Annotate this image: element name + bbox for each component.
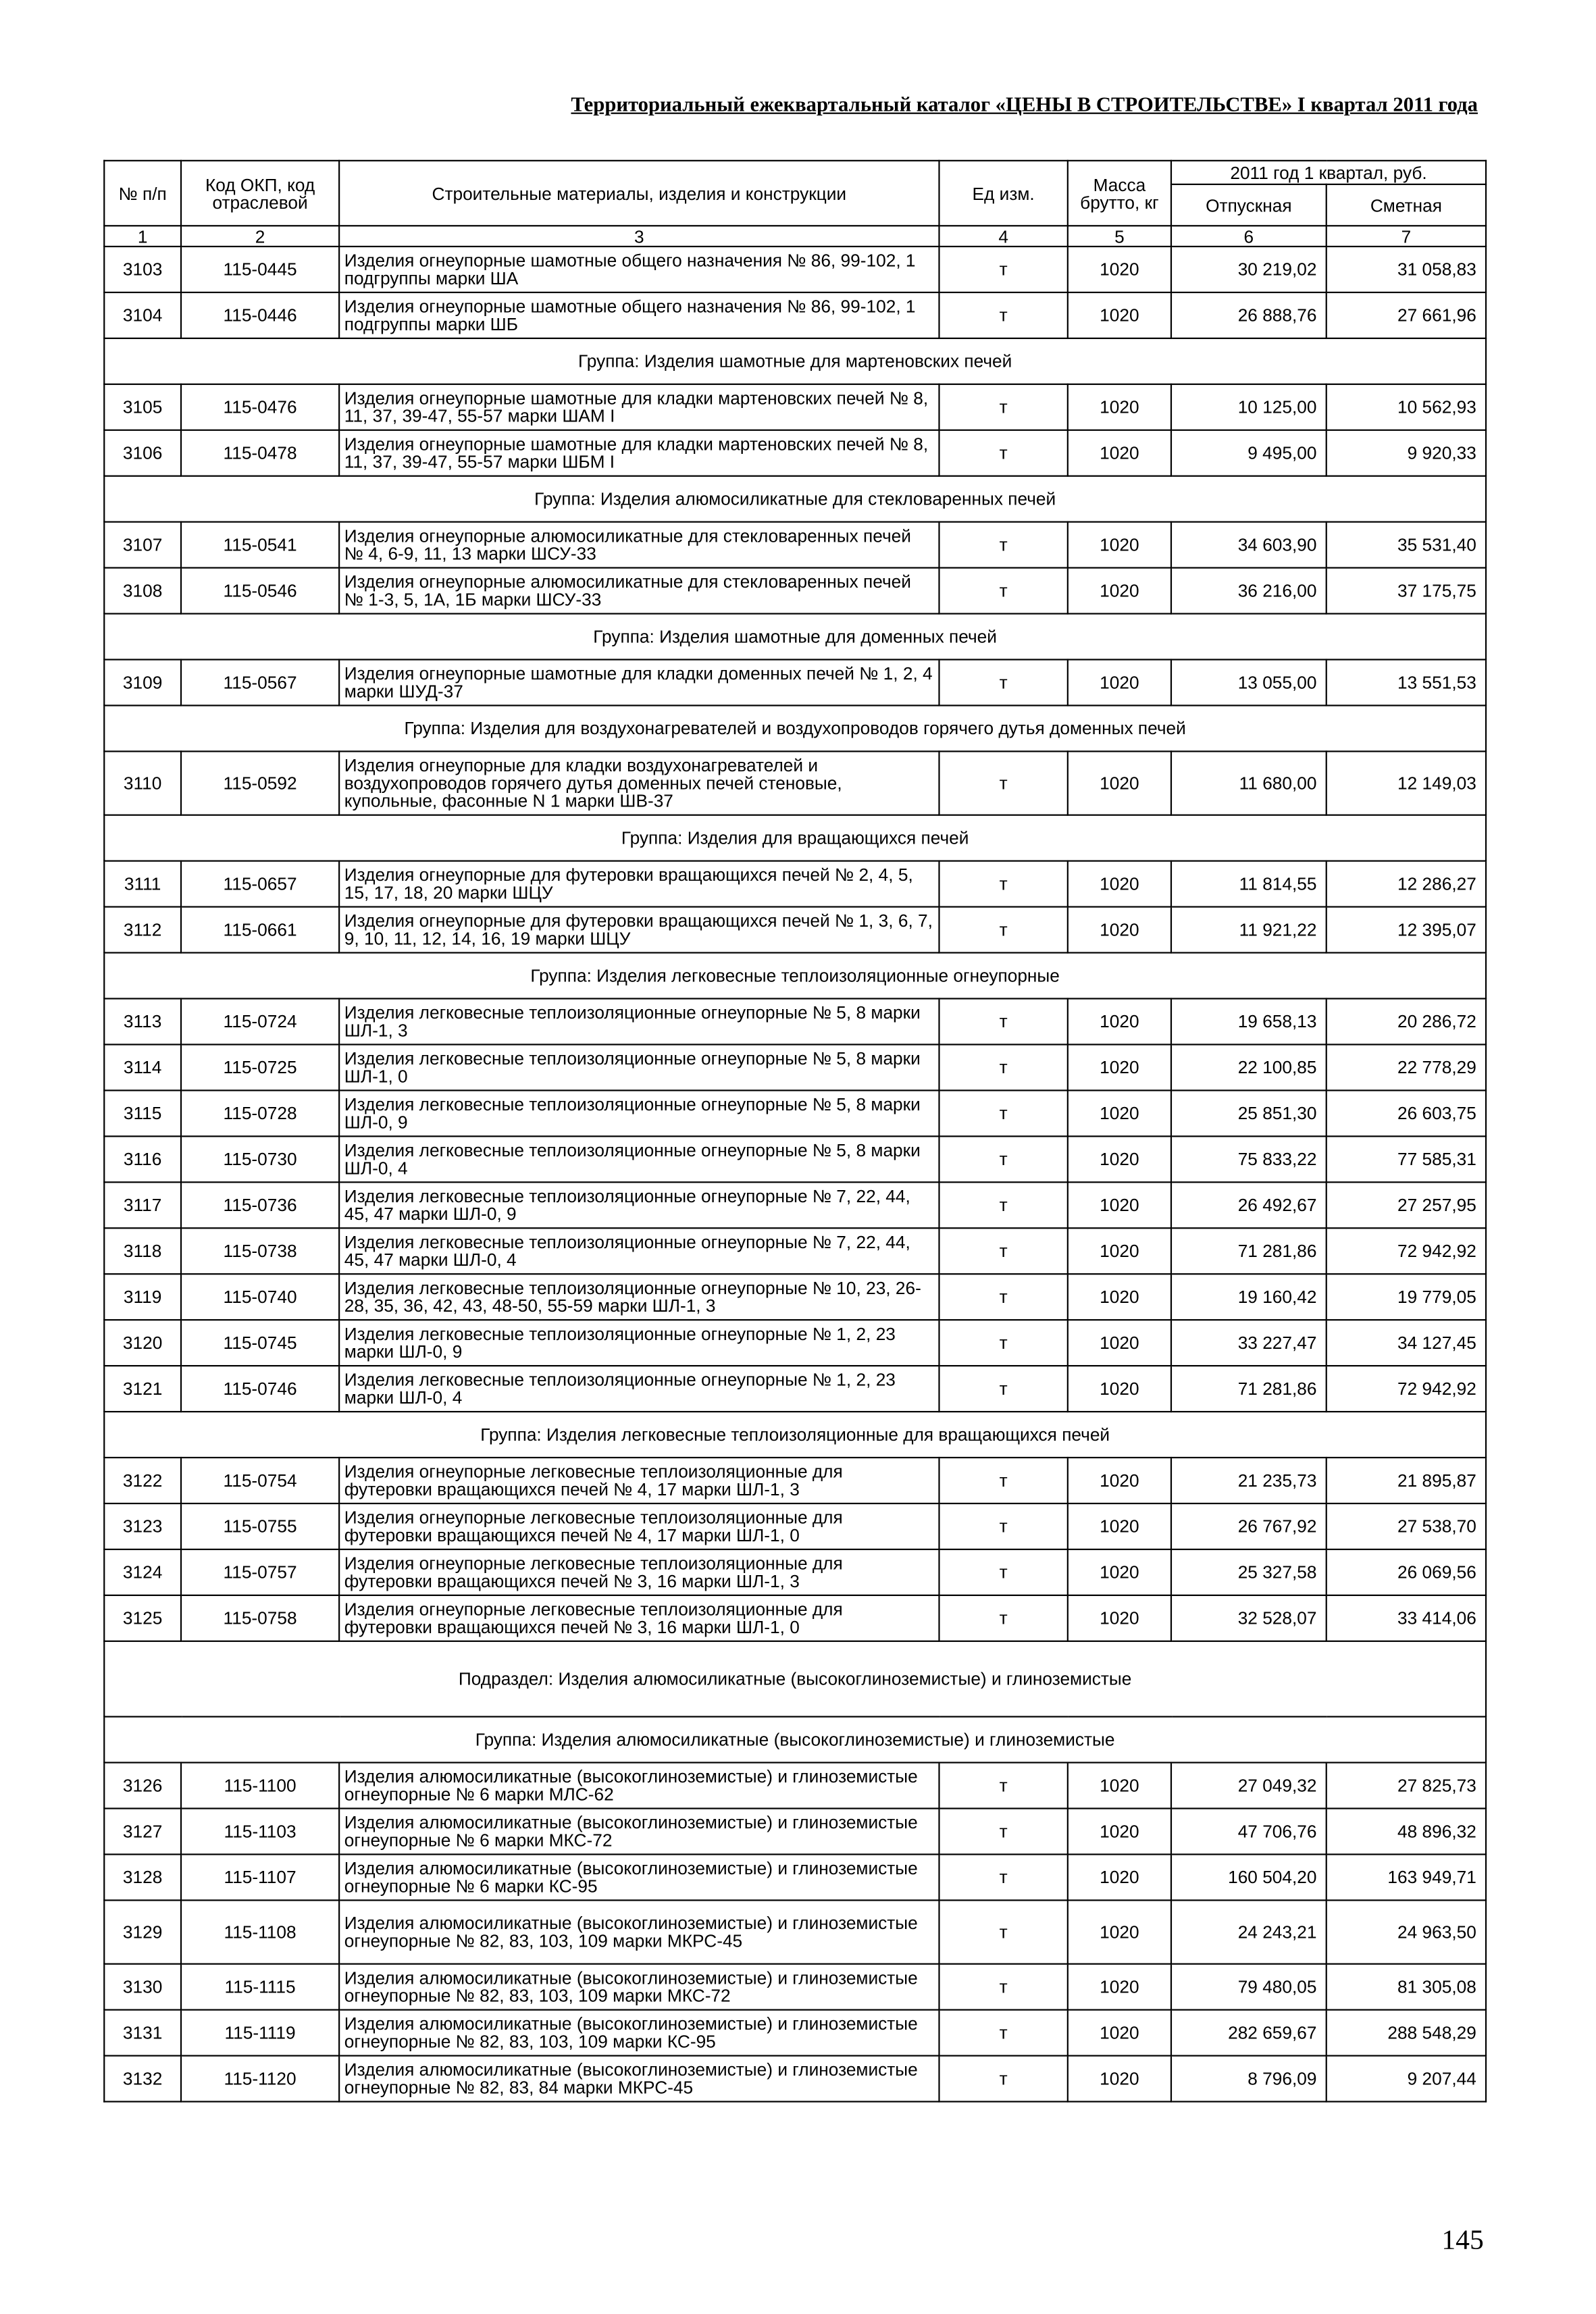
- col-estimate-header: Сметная: [1327, 184, 1486, 226]
- cell-estimate-price: 20 286,72: [1327, 999, 1486, 1045]
- cell-estimate-price: 12 395,07: [1327, 907, 1486, 953]
- group-title: Группа: Изделия алюмосиликатные для стекловаренных печей: [104, 476, 1486, 522]
- cell-unit: т: [939, 247, 1067, 292]
- cell-unit: т: [939, 1044, 1067, 1090]
- cell-material: Изделия огнеупорные шамотные общего назначения № 86, 99-102, 1 подгруппы марки ША: [339, 247, 939, 292]
- cell-unit: т: [939, 1274, 1067, 1320]
- cell-estimate-price: 48 896,32: [1327, 1809, 1486, 1855]
- table-row: [104, 2056, 1486, 2102]
- cell-num: 3127: [104, 1809, 181, 1855]
- col-index: 3: [339, 226, 939, 247]
- cell-release-price: 25 851,30: [1171, 1090, 1327, 1136]
- table-row: [104, 1458, 1486, 1503]
- cell-mass: 1020: [1068, 1809, 1171, 1855]
- cell-mass: 1020: [1068, 2010, 1171, 2056]
- cell-okp-code: 115-0758: [181, 1595, 339, 1641]
- cell-okp-code: 115-0724: [181, 999, 339, 1045]
- cell-estimate-price: 12 286,27: [1327, 861, 1486, 907]
- cell-release-price: 13 055,00: [1171, 660, 1327, 706]
- group-row: [104, 705, 1486, 751]
- cell-release-price: 26 492,67: [1171, 1182, 1327, 1228]
- cell-unit: т: [939, 861, 1067, 907]
- cell-material: Изделия огнеупорные алюмосиликатные для стекловаренных печей № 1-3, 5, 1А, 1Б марки ШСУ-33: [339, 568, 939, 614]
- cell-num: 3130: [104, 1964, 181, 2010]
- cell-material: Изделия легковесные теплоизоляционные огнеупорные № 5, 8 марки ШЛ-0, 9: [339, 1090, 939, 1136]
- cell-num: 3103: [104, 247, 181, 292]
- cell-estimate-price: 34 127,45: [1327, 1320, 1486, 1366]
- cell-release-price: 19 658,13: [1171, 999, 1327, 1045]
- group-row: [104, 1412, 1486, 1458]
- cell-unit: т: [939, 568, 1067, 614]
- table-row: [104, 1595, 1486, 1641]
- cell-num: 3124: [104, 1549, 181, 1595]
- cell-material: Изделия алюмосиликатные (высокоглиноземистые) и глиноземистые огнеупорные № 82, 83, 84 марки МКРС-45: [339, 2056, 939, 2102]
- cell-release-price: 30 219,02: [1171, 247, 1327, 292]
- cell-estimate-price: 21 895,87: [1327, 1458, 1486, 1503]
- cell-unit: т: [939, 999, 1067, 1045]
- cell-mass: 1020: [1068, 1274, 1171, 1320]
- cell-estimate-price: 24 963,50: [1327, 1900, 1486, 1963]
- cell-okp-code: 115-0728: [181, 1090, 339, 1136]
- header-row-top: [104, 161, 1486, 184]
- cell-unit: т: [939, 1228, 1067, 1274]
- cell-mass: 1020: [1068, 1458, 1171, 1503]
- cell-material: Изделия алюмосиликатные (высокоглиноземистые) и глиноземистые огнеупорные № 6 марки МКС-72: [339, 1809, 939, 1855]
- cell-material: Изделия огнеупорные легковесные теплоизоляционные для футеровки вращающихся печей № 4, 17 марки ШЛ-1, 3: [339, 1458, 939, 1503]
- cell-unit: т: [939, 1763, 1067, 1809]
- cell-mass: 1020: [1068, 2056, 1171, 2102]
- group-title: Группа: Изделия шамотные для доменных печей: [104, 614, 1486, 660]
- table-row: [104, 751, 1486, 815]
- cell-num: 3117: [104, 1182, 181, 1228]
- cell-release-price: 33 227,47: [1171, 1320, 1327, 1366]
- cell-unit: т: [939, 751, 1067, 815]
- cell-unit: т: [939, 1090, 1067, 1136]
- table-row: [104, 522, 1486, 568]
- cell-mass: 1020: [1068, 660, 1171, 706]
- cell-mass: 1020: [1068, 1763, 1171, 1809]
- cell-okp-code: 115-0661: [181, 907, 339, 953]
- cell-num: 3123: [104, 1503, 181, 1549]
- cell-material: Изделия огнеупорные шамотные для кладки доменных печей № 1, 2, 4 марки ШУД-37: [339, 660, 939, 706]
- table-row: [104, 2010, 1486, 2056]
- cell-okp-code: 115-1100: [181, 1763, 339, 1809]
- subsection-row: [104, 1641, 1486, 1717]
- table-row: [104, 1964, 1486, 2010]
- cell-release-price: 79 480,05: [1171, 1964, 1327, 2010]
- table-row: [104, 1549, 1486, 1595]
- cell-material: Изделия огнеупорные для футеровки вращающихся печей № 2, 4, 5, 15, 17, 18, 20 марки ШЦУ: [339, 861, 939, 907]
- cell-num: 3126: [104, 1763, 181, 1809]
- cell-mass: 1020: [1068, 430, 1171, 476]
- cell-okp-code: 115-0736: [181, 1182, 339, 1228]
- cell-okp-code: 115-0476: [181, 384, 339, 430]
- cell-okp-code: 115-0745: [181, 1320, 339, 1366]
- cell-estimate-price: 163 949,71: [1327, 1854, 1486, 1900]
- cell-material: Изделия алюмосиликатные (высокоглиноземистые) и глиноземистые огнеупорные № 82, 83, 103, 109 марки МКРС-45: [339, 1900, 939, 1963]
- cell-release-price: 22 100,85: [1171, 1044, 1327, 1090]
- cell-mass: 1020: [1068, 751, 1171, 815]
- cell-okp-code: 115-0546: [181, 568, 339, 614]
- cell-material: Изделия огнеупорные алюмосиликатные для стекловаренных печей № 4, 6-9, 11, 13 марки ШСУ-33: [339, 522, 939, 568]
- cell-num: 3128: [104, 1854, 181, 1900]
- cell-mass: 1020: [1068, 1549, 1171, 1595]
- cell-num: 3113: [104, 999, 181, 1045]
- cell-unit: т: [939, 1136, 1067, 1182]
- cell-estimate-price: 288 548,29: [1327, 2010, 1486, 2056]
- cell-release-price: 27 049,32: [1171, 1763, 1327, 1809]
- catalog-header: Территориальный ежеквартальный каталог «ЦЕНЫ В СТРОИТЕЛЬСТВЕ» I квартал 2011 года: [571, 95, 1478, 118]
- cell-num: 3122: [104, 1458, 181, 1503]
- cell-estimate-price: 10 562,93: [1327, 384, 1486, 430]
- cell-mass: 1020: [1068, 1044, 1171, 1090]
- cell-material: Изделия легковесные теплоизоляционные огнеупорные № 7, 22, 44, 45, 47 марки ШЛ-0, 9: [339, 1182, 939, 1228]
- cell-num: 3121: [104, 1366, 181, 1412]
- cell-okp-code: 115-0757: [181, 1549, 339, 1595]
- cell-okp-code: 115-1115: [181, 1964, 339, 2010]
- cell-unit: т: [939, 1964, 1067, 2010]
- col-num-header: № п/п: [104, 161, 181, 226]
- cell-release-price: 19 160,42: [1171, 1274, 1327, 1320]
- cell-estimate-price: 9 207,44: [1327, 2056, 1486, 2102]
- col-index: 2: [181, 226, 339, 247]
- cell-unit: т: [939, 1366, 1067, 1412]
- cell-release-price: 75 833,22: [1171, 1136, 1327, 1182]
- cell-unit: т: [939, 1182, 1067, 1228]
- table-row: [104, 1320, 1486, 1366]
- cell-material: Изделия легковесные теплоизоляционные огнеупорные № 5, 8 марки ШЛ-1, 0: [339, 1044, 939, 1090]
- table-row: [104, 384, 1486, 430]
- cell-okp-code: 115-0738: [181, 1228, 339, 1274]
- cell-material: Изделия огнеупорные легковесные теплоизоляционные для футеровки вращающихся печей № 3, 16 марки ШЛ-1, 0: [339, 1595, 939, 1641]
- cell-mass: 1020: [1068, 384, 1171, 430]
- col-index: 5: [1068, 226, 1171, 247]
- cell-num: 3119: [104, 1274, 181, 1320]
- cell-mass: 1020: [1068, 861, 1171, 907]
- table-row: [104, 1274, 1486, 1320]
- cell-estimate-price: 31 058,83: [1327, 247, 1486, 292]
- cell-mass: 1020: [1068, 1964, 1171, 2010]
- cell-unit: т: [939, 430, 1067, 476]
- cell-unit: т: [939, 1595, 1067, 1641]
- col-unit-header: Ед изм.: [939, 161, 1067, 226]
- cell-material: Изделия огнеупорные шамотные для кладки мартеновских печей № 8, 11, 37, 39-47, 55-57 марки ШБМ I: [339, 430, 939, 476]
- col-okp-header: Код ОКП, код отраслевой: [181, 161, 339, 226]
- cell-okp-code: 115-0755: [181, 1503, 339, 1549]
- cell-unit: т: [939, 660, 1067, 706]
- cell-num: 3107: [104, 522, 181, 568]
- cell-release-price: 282 659,67: [1171, 2010, 1327, 2056]
- cell-release-price: 34 603,90: [1171, 522, 1327, 568]
- cell-material: Изделия легковесные теплоизоляционные огнеупорные № 5, 8 марки ШЛ-1, 3: [339, 999, 939, 1045]
- cell-release-price: 32 528,07: [1171, 1595, 1327, 1641]
- cell-okp-code: 115-0567: [181, 660, 339, 706]
- cell-mass: 1020: [1068, 247, 1171, 292]
- cell-estimate-price: 27 825,73: [1327, 1763, 1486, 1809]
- cell-mass: 1020: [1068, 522, 1171, 568]
- cell-estimate-price: 26 603,75: [1327, 1090, 1486, 1136]
- cell-material: Изделия легковесные теплоизоляционные огнеупорные № 1, 2, 23 марки ШЛ-0, 4: [339, 1366, 939, 1412]
- table-row: [104, 1136, 1486, 1182]
- cell-okp-code: 115-0754: [181, 1458, 339, 1503]
- cell-material: Изделия алюмосиликатные (высокоглиноземистые) и глиноземистые огнеупорные № 6 марки КС-95: [339, 1854, 939, 1900]
- cell-mass: 1020: [1068, 292, 1171, 338]
- cell-release-price: 9 495,00: [1171, 430, 1327, 476]
- col-index: 1: [104, 226, 181, 247]
- cell-estimate-price: 26 069,56: [1327, 1549, 1486, 1595]
- cell-okp-code: 115-1120: [181, 2056, 339, 2102]
- table-row: [104, 247, 1486, 292]
- cell-release-price: 160 504,20: [1171, 1854, 1327, 1900]
- cell-unit: т: [939, 1854, 1067, 1900]
- col-index: 7: [1327, 226, 1486, 247]
- cell-okp-code: 115-0725: [181, 1044, 339, 1090]
- cell-release-price: 8 796,09: [1171, 2056, 1327, 2102]
- group-title: Группа: Изделия легковесные теплоизоляционные для вращающихся печей: [104, 1412, 1486, 1458]
- cell-estimate-price: 13 551,53: [1327, 660, 1486, 706]
- cell-release-price: 36 216,00: [1171, 568, 1327, 614]
- cell-estimate-price: 77 585,31: [1327, 1136, 1486, 1182]
- page-number: 145: [1441, 2225, 1484, 2257]
- table-row: [104, 1090, 1486, 1136]
- cell-unit: т: [939, 907, 1067, 953]
- group-row: [104, 476, 1486, 522]
- cell-material: Изделия легковесные теплоизоляционные огнеупорные № 5, 8 марки ШЛ-0, 4: [339, 1136, 939, 1182]
- cell-unit: т: [939, 1503, 1067, 1549]
- cell-release-price: 21 235,73: [1171, 1458, 1327, 1503]
- cell-num: 3111: [104, 861, 181, 907]
- cell-mass: 1020: [1068, 1090, 1171, 1136]
- cell-okp-code: 115-0730: [181, 1136, 339, 1182]
- cell-release-price: 26 888,76: [1171, 292, 1327, 338]
- table-row: [104, 660, 1486, 706]
- table-row: [104, 1763, 1486, 1809]
- cell-okp-code: 115-1108: [181, 1900, 339, 1963]
- cell-mass: 1020: [1068, 1366, 1171, 1412]
- cell-unit: т: [939, 1549, 1067, 1595]
- table-row: [104, 292, 1486, 338]
- cell-estimate-price: 22 778,29: [1327, 1044, 1486, 1090]
- table-row: [104, 1228, 1486, 1274]
- cell-num: 3129: [104, 1900, 181, 1963]
- table-row: [104, 1900, 1486, 1963]
- group-row: [104, 1717, 1486, 1763]
- table-row: [104, 1503, 1486, 1549]
- cell-mass: 1020: [1068, 1854, 1171, 1900]
- table-row: [104, 999, 1486, 1045]
- cell-num: 3115: [104, 1090, 181, 1136]
- group-title: Группа: Изделия для вращающихся печей: [104, 815, 1486, 861]
- col-mass-header: Масса брутто, кг: [1068, 161, 1171, 226]
- cell-unit: т: [939, 1809, 1067, 1855]
- group-title: Группа: Изделия легковесные теплоизоляционные огнеупорные: [104, 953, 1486, 999]
- cell-material: Изделия алюмосиликатные (высокоглиноземистые) и глиноземистые огнеупорные № 82, 83, 103, 109 марки МКС-72: [339, 1964, 939, 2010]
- cell-num: 3112: [104, 907, 181, 953]
- table-row: [104, 1366, 1486, 1412]
- cell-estimate-price: 81 305,08: [1327, 1964, 1486, 2010]
- cell-material: Изделия алюмосиликатные (высокоглиноземистые) и глиноземистые огнеупорные № 82, 83, 103, 109 марки КС-95: [339, 2010, 939, 2056]
- cell-mass: 1020: [1068, 999, 1171, 1045]
- cell-estimate-price: 72 942,92: [1327, 1366, 1486, 1412]
- table-row: [104, 1854, 1486, 1900]
- cell-okp-code: 115-1103: [181, 1809, 339, 1855]
- column-index-row: [104, 226, 1486, 247]
- group-row: [104, 338, 1486, 384]
- cell-estimate-price: 37 175,75: [1327, 568, 1486, 614]
- table-row: [104, 1809, 1486, 1855]
- cell-estimate-price: 27 257,95: [1327, 1182, 1486, 1228]
- cell-mass: 1020: [1068, 1228, 1171, 1274]
- group-title: Группа: Изделия алюмосиликатные (высокоглиноземистые) и глиноземистые: [104, 1717, 1486, 1763]
- cell-unit: т: [939, 522, 1067, 568]
- group-title: Группа: Изделия для воздухонагревателей и воздухопроводов горячего дутья доменных печей: [104, 705, 1486, 751]
- cell-estimate-price: 33 414,06: [1327, 1595, 1486, 1641]
- table-row: [104, 430, 1486, 476]
- cell-unit: т: [939, 292, 1067, 338]
- cell-release-price: 11 680,00: [1171, 751, 1327, 815]
- cell-okp-code: 115-0592: [181, 751, 339, 815]
- cell-estimate-price: 27 661,96: [1327, 292, 1486, 338]
- cell-release-price: 47 706,76: [1171, 1809, 1327, 1855]
- table-row: [104, 1044, 1486, 1090]
- cell-okp-code: 115-0657: [181, 861, 339, 907]
- cell-release-price: 71 281,86: [1171, 1366, 1327, 1412]
- cell-unit: т: [939, 2010, 1067, 2056]
- cell-num: 3108: [104, 568, 181, 614]
- cell-mass: 1020: [1068, 1136, 1171, 1182]
- table-body: [104, 247, 1486, 2102]
- cell-release-price: 24 243,21: [1171, 1900, 1327, 1963]
- cell-material: Изделия огнеупорные легковесные теплоизоляционные для футеровки вращающихся печей № 4, 17 марки ШЛ-1, 0: [339, 1503, 939, 1549]
- table-row: [104, 1182, 1486, 1228]
- cell-material: Изделия огнеупорные для кладки воздухонагревателей и воздухопроводов горячего дутья доменных печей стеновые, купольные, фасонные N 1 марки ШВ-37: [339, 751, 939, 815]
- cell-mass: 1020: [1068, 568, 1171, 614]
- cell-num: 3132: [104, 2056, 181, 2102]
- cell-release-price: 11 814,55: [1171, 861, 1327, 907]
- cell-okp-code: 115-0446: [181, 292, 339, 338]
- col-index: 4: [939, 226, 1067, 247]
- cell-num: 3106: [104, 430, 181, 476]
- cell-estimate-price: 72 942,92: [1327, 1228, 1486, 1274]
- table-row: [104, 907, 1486, 953]
- cell-estimate-price: 19 779,05: [1327, 1274, 1486, 1320]
- cell-material: Изделия огнеупорные легковесные теплоизоляционные для футеровки вращающихся печей № 3, 16 марки ШЛ-1, 3: [339, 1549, 939, 1595]
- table-row: [104, 568, 1486, 614]
- cell-material: Изделия огнеупорные шамотные для кладки мартеновских печей № 8, 11, 37, 39-47, 55-57 марки ШАМ I: [339, 384, 939, 430]
- cell-num: 3118: [104, 1228, 181, 1274]
- cell-estimate-price: 12 149,03: [1327, 751, 1486, 815]
- cell-release-price: 11 921,22: [1171, 907, 1327, 953]
- cell-mass: 1020: [1068, 1503, 1171, 1549]
- cell-unit: т: [939, 2056, 1067, 2102]
- cell-num: 3120: [104, 1320, 181, 1366]
- col-release-header: Отпускная: [1171, 184, 1327, 226]
- cell-okp-code: 115-0445: [181, 247, 339, 292]
- cell-material: Изделия легковесные теплоизоляционные огнеупорные № 1, 2, 23 марки ШЛ-0, 9: [339, 1320, 939, 1366]
- cell-material: Изделия легковесные теплоизоляционные огнеупорные № 7, 22, 44, 45, 47 марки ШЛ-0, 4: [339, 1228, 939, 1274]
- cell-estimate-price: 35 531,40: [1327, 522, 1486, 568]
- cell-release-price: 71 281,86: [1171, 1228, 1327, 1274]
- cell-mass: 1020: [1068, 1182, 1171, 1228]
- cell-material: Изделия легковесные теплоизоляционные огнеупорные № 10, 23, 26-28, 35, 36, 42, 43, 48-50, 55-59 марки ШЛ-1, 3: [339, 1274, 939, 1320]
- price-table: [103, 160, 1487, 2103]
- col-material-header: Строительные материалы, изделия и конструкции: [339, 161, 939, 226]
- group-title: Группа: Изделия шамотные для мартеновских печей: [104, 338, 1486, 384]
- cell-unit: т: [939, 1900, 1067, 1963]
- cell-mass: 1020: [1068, 907, 1171, 953]
- cell-release-price: 10 125,00: [1171, 384, 1327, 430]
- cell-num: 3109: [104, 660, 181, 706]
- cell-unit: т: [939, 1320, 1067, 1366]
- cell-material: Изделия огнеупорные для футеровки вращающихся печей № 1, 3, 6, 7, 9, 10, 11, 12, 14, 16, 19 марки ШЦУ: [339, 907, 939, 953]
- table-row: [104, 861, 1486, 907]
- group-row: [104, 815, 1486, 861]
- cell-estimate-price: 27 538,70: [1327, 1503, 1486, 1549]
- cell-num: 3131: [104, 2010, 181, 2056]
- cell-okp-code: 115-0541: [181, 522, 339, 568]
- cell-mass: 1020: [1068, 1900, 1171, 1963]
- cell-num: 3105: [104, 384, 181, 430]
- cell-unit: т: [939, 384, 1067, 430]
- cell-unit: т: [939, 1458, 1067, 1503]
- cell-num: 3114: [104, 1044, 181, 1090]
- cell-okp-code: 115-0740: [181, 1274, 339, 1320]
- cell-okp-code: 115-1119: [181, 2010, 339, 2056]
- cell-release-price: 26 767,92: [1171, 1503, 1327, 1549]
- cell-okp-code: 115-0478: [181, 430, 339, 476]
- cell-num: 3110: [104, 751, 181, 815]
- col-period-header: 2011 год 1 квартал, руб.: [1171, 161, 1486, 184]
- cell-num: 3104: [104, 292, 181, 338]
- group-row: [104, 614, 1486, 660]
- cell-material: Изделия алюмосиликатные (высокоглиноземистые) и глиноземистые огнеупорные № 6 марки МЛС-62: [339, 1763, 939, 1809]
- cell-num: 3116: [104, 1136, 181, 1182]
- cell-material: Изделия огнеупорные шамотные общего назначения № 86, 99-102, 1 подгруппы марки ШБ: [339, 292, 939, 338]
- cell-okp-code: 115-0746: [181, 1366, 339, 1412]
- col-index: 6: [1171, 226, 1327, 247]
- subsection-title: Подраздел: Изделия алюмосиликатные (высокоглиноземистые) и глиноземистые: [104, 1641, 1486, 1717]
- cell-mass: 1020: [1068, 1320, 1171, 1366]
- cell-okp-code: 115-1107: [181, 1854, 339, 1900]
- group-row: [104, 953, 1486, 999]
- cell-estimate-price: 9 920,33: [1327, 430, 1486, 476]
- cell-mass: 1020: [1068, 1595, 1171, 1641]
- cell-release-price: 25 327,58: [1171, 1549, 1327, 1595]
- cell-num: 3125: [104, 1595, 181, 1641]
